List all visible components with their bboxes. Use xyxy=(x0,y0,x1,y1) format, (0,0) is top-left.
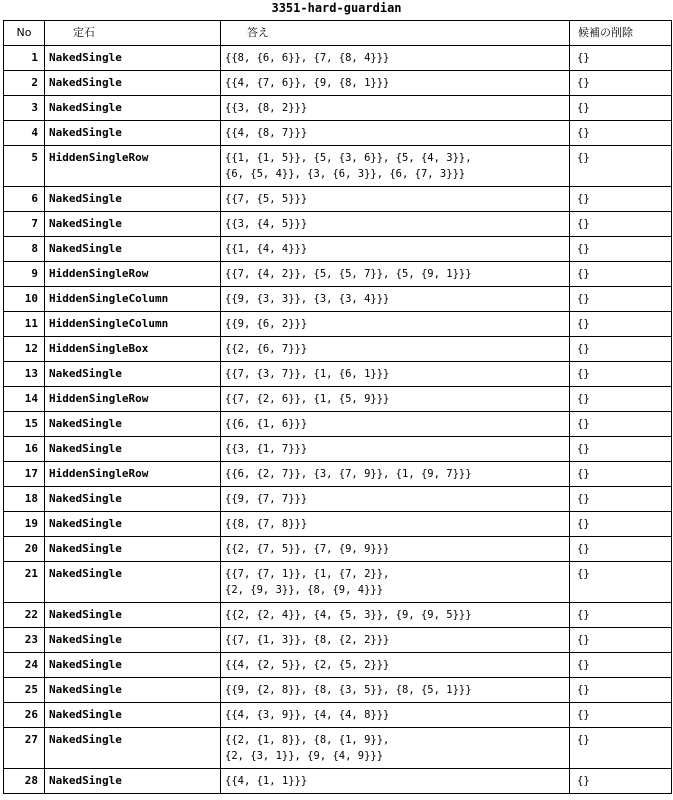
answer-cell: {{6, {2, 7}}, {3, {7, 9}}, {1, {9, 7}}} xyxy=(221,462,570,487)
answer-cell: {{7, {2, 6}}, {1, {5, 9}}} xyxy=(221,387,570,412)
row-number: 7 xyxy=(4,212,45,237)
technique-cell: NakedSingle xyxy=(45,237,221,262)
answer-cell: {{8, {7, 8}}} xyxy=(221,512,570,537)
technique-cell: NakedSingle xyxy=(45,212,221,237)
table-row xyxy=(4,96,672,121)
table-body xyxy=(4,46,672,794)
technique-cell: NakedSingle xyxy=(45,487,221,512)
answer-cell: {{7, {7, 1}}, {1, {7, 2}}, {2, {9, 3}}, {8, {9, 4}}} xyxy=(221,562,570,603)
row-number: 4 xyxy=(4,121,45,146)
candidate-removal-cell: {} xyxy=(570,71,672,96)
answer-cell: {{3, {8, 2}}} xyxy=(221,96,570,121)
technique-cell: HiddenSingleRow xyxy=(45,146,221,187)
technique-cell: NakedSingle xyxy=(45,603,221,628)
table-row xyxy=(4,237,672,262)
row-number: 6 xyxy=(4,187,45,212)
answer-cell: {{7, {1, 3}}, {8, {2, 2}}} xyxy=(221,628,570,653)
row-number: 3 xyxy=(4,96,45,121)
candidate-removal-cell: {} xyxy=(570,562,672,603)
table-row xyxy=(4,769,672,794)
technique-cell: NakedSingle xyxy=(45,412,221,437)
candidate-removal-cell: {} xyxy=(570,412,672,437)
candidate-removal-cell: {} xyxy=(570,437,672,462)
technique-cell: HiddenSingleRow xyxy=(45,387,221,412)
answer-cell: {{4, {1, 1}}} xyxy=(221,769,570,794)
row-number: 20 xyxy=(4,537,45,562)
candidate-removal-cell: {} xyxy=(570,703,672,728)
candidate-removal-cell: {} xyxy=(570,653,672,678)
technique-cell: NakedSingle xyxy=(45,187,221,212)
candidate-removal-cell: {} xyxy=(570,537,672,562)
answer-cell: {{8, {6, 6}}, {7, {8, 4}}} xyxy=(221,46,570,71)
answer-cell: {{9, {3, 3}}, {3, {3, 4}}} xyxy=(221,287,570,312)
answer-cell: {{4, {7, 6}}, {9, {8, 1}}} xyxy=(221,71,570,96)
table-row xyxy=(4,628,672,653)
row-number: 11 xyxy=(4,312,45,337)
table-row xyxy=(4,678,672,703)
row-number: 13 xyxy=(4,362,45,387)
row-number: 2 xyxy=(4,71,45,96)
answer-cell: {{4, {2, 5}}, {2, {5, 2}}} xyxy=(221,653,570,678)
table-row xyxy=(4,653,672,678)
table-row xyxy=(4,412,672,437)
row-number: 25 xyxy=(4,678,45,703)
row-number: 12 xyxy=(4,337,45,362)
answer-cell: {{7, {5, 5}}} xyxy=(221,187,570,212)
row-number: 19 xyxy=(4,512,45,537)
candidate-removal-cell: {} xyxy=(570,603,672,628)
answer-cell: {{3, {1, 7}}} xyxy=(221,437,570,462)
candidate-removal-cell: {} xyxy=(570,146,672,187)
technique-cell: NakedSingle xyxy=(45,512,221,537)
solution-table xyxy=(3,20,672,794)
page-title: 3351-hard-guardian xyxy=(271,1,402,15)
answer-cell: {{9, {2, 8}}, {8, {3, 5}}, {8, {5, 1}}} xyxy=(221,678,570,703)
table-row xyxy=(4,603,672,628)
table-row xyxy=(4,146,672,187)
candidate-removal-cell: {} xyxy=(570,46,672,71)
technique-cell: NakedSingle xyxy=(45,71,221,96)
technique-cell: HiddenSingleColumn xyxy=(45,287,221,312)
row-number: 17 xyxy=(4,462,45,487)
answer-cell: {{6, {1, 6}}} xyxy=(221,412,570,437)
row-number: 9 xyxy=(4,262,45,287)
row-number: 27 xyxy=(4,728,45,769)
table-row xyxy=(4,187,672,212)
candidate-removal-cell: {} xyxy=(570,512,672,537)
technique-cell: NakedSingle xyxy=(45,537,221,562)
technique-cell: NakedSingle xyxy=(45,678,221,703)
answer-cell: {{4, {3, 9}}, {4, {4, 8}}} xyxy=(221,703,570,728)
row-number: 18 xyxy=(4,487,45,512)
technique-cell: HiddenSingleBox xyxy=(45,337,221,362)
answer-cell: {{1, {4, 4}}} xyxy=(221,237,570,262)
candidate-removal-cell: {} xyxy=(570,769,672,794)
header-technique: 定石 xyxy=(45,21,221,46)
table-row xyxy=(4,212,672,237)
candidate-removal-cell: {} xyxy=(570,212,672,237)
row-number: 23 xyxy=(4,628,45,653)
table-row xyxy=(4,287,672,312)
table-row xyxy=(4,703,672,728)
table-row xyxy=(4,537,672,562)
technique-cell: NakedSingle xyxy=(45,46,221,71)
answer-cell: {{2, {2, 4}}, {4, {5, 3}}, {9, {9, 5}}} xyxy=(221,603,570,628)
row-number: 16 xyxy=(4,437,45,462)
candidate-removal-cell: {} xyxy=(570,387,672,412)
row-number: 5 xyxy=(4,146,45,187)
candidate-removal-cell: {} xyxy=(570,337,672,362)
candidate-removal-cell: {} xyxy=(570,462,672,487)
table-row xyxy=(4,562,672,603)
candidate-removal-cell: {} xyxy=(570,487,672,512)
technique-cell: NakedSingle xyxy=(45,437,221,462)
answer-cell: {{7, {3, 7}}, {1, {6, 1}}} xyxy=(221,362,570,387)
technique-cell: NakedSingle xyxy=(45,728,221,769)
table-row xyxy=(4,46,672,71)
candidate-removal-cell: {} xyxy=(570,362,672,387)
technique-cell: NakedSingle xyxy=(45,562,221,603)
row-number: 1 xyxy=(4,46,45,71)
answer-cell: {{3, {4, 5}}} xyxy=(221,212,570,237)
candidate-removal-cell: {} xyxy=(570,237,672,262)
table-row xyxy=(4,387,672,412)
technique-cell: NakedSingle xyxy=(45,628,221,653)
table-row xyxy=(4,512,672,537)
candidate-removal-cell: {} xyxy=(570,287,672,312)
technique-cell: NakedSingle xyxy=(45,769,221,794)
table-row xyxy=(4,71,672,96)
answer-cell: {{9, {7, 7}}} xyxy=(221,487,570,512)
row-number: 15 xyxy=(4,412,45,437)
table-row xyxy=(4,262,672,287)
answer-cell: {{7, {4, 2}}, {5, {5, 7}}, {5, {9, 1}}} xyxy=(221,262,570,287)
candidate-removal-cell: {} xyxy=(570,312,672,337)
row-number: 22 xyxy=(4,603,45,628)
answer-cell: {{9, {6, 2}}} xyxy=(221,312,570,337)
technique-cell: HiddenSingleRow xyxy=(45,262,221,287)
candidate-removal-cell: {} xyxy=(570,96,672,121)
table-row xyxy=(4,362,672,387)
candidate-removal-cell: {} xyxy=(570,187,672,212)
answer-cell: {{2, {1, 8}}, {8, {1, 9}}, {2, {3, 1}}, {9, {4, 9}}} xyxy=(221,728,570,769)
table-row xyxy=(4,728,672,769)
technique-cell: HiddenSingleRow xyxy=(45,462,221,487)
row-number: 24 xyxy=(4,653,45,678)
technique-cell: NakedSingle xyxy=(45,362,221,387)
row-number: 10 xyxy=(4,287,45,312)
technique-cell: NakedSingle xyxy=(45,653,221,678)
candidate-removal-cell: {} xyxy=(570,262,672,287)
candidate-removal-cell: {} xyxy=(570,628,672,653)
technique-cell: HiddenSingleColumn xyxy=(45,312,221,337)
candidate-removal-cell: {} xyxy=(570,678,672,703)
header-candidate-removal: 候補の削除 xyxy=(570,21,672,46)
table-row xyxy=(4,312,672,337)
technique-cell: NakedSingle xyxy=(45,703,221,728)
row-number: 8 xyxy=(4,237,45,262)
row-number: 14 xyxy=(4,387,45,412)
header-row xyxy=(4,21,672,46)
row-number: 26 xyxy=(4,703,45,728)
row-number: 21 xyxy=(4,562,45,603)
header-no: No xyxy=(4,21,45,46)
table-row xyxy=(4,487,672,512)
technique-cell: NakedSingle xyxy=(45,121,221,146)
answer-cell: {{1, {1, 5}}, {5, {3, 6}}, {5, {4, 3}}, {6, {5, 4}}, {3, {6, 3}}, {6, {7, 3}}} xyxy=(221,146,570,187)
table-row xyxy=(4,337,672,362)
answer-cell: {{2, {6, 7}}} xyxy=(221,337,570,362)
table-row xyxy=(4,437,672,462)
answer-cell: {{2, {7, 5}}, {7, {9, 9}}} xyxy=(221,537,570,562)
table-row xyxy=(4,462,672,487)
candidate-removal-cell: {} xyxy=(570,121,672,146)
row-number: 28 xyxy=(4,769,45,794)
technique-cell: NakedSingle xyxy=(45,96,221,121)
header-answer: 答え xyxy=(221,21,570,46)
candidate-removal-cell: {} xyxy=(570,728,672,769)
table-row xyxy=(4,121,672,146)
answer-cell: {{4, {8, 7}}} xyxy=(221,121,570,146)
